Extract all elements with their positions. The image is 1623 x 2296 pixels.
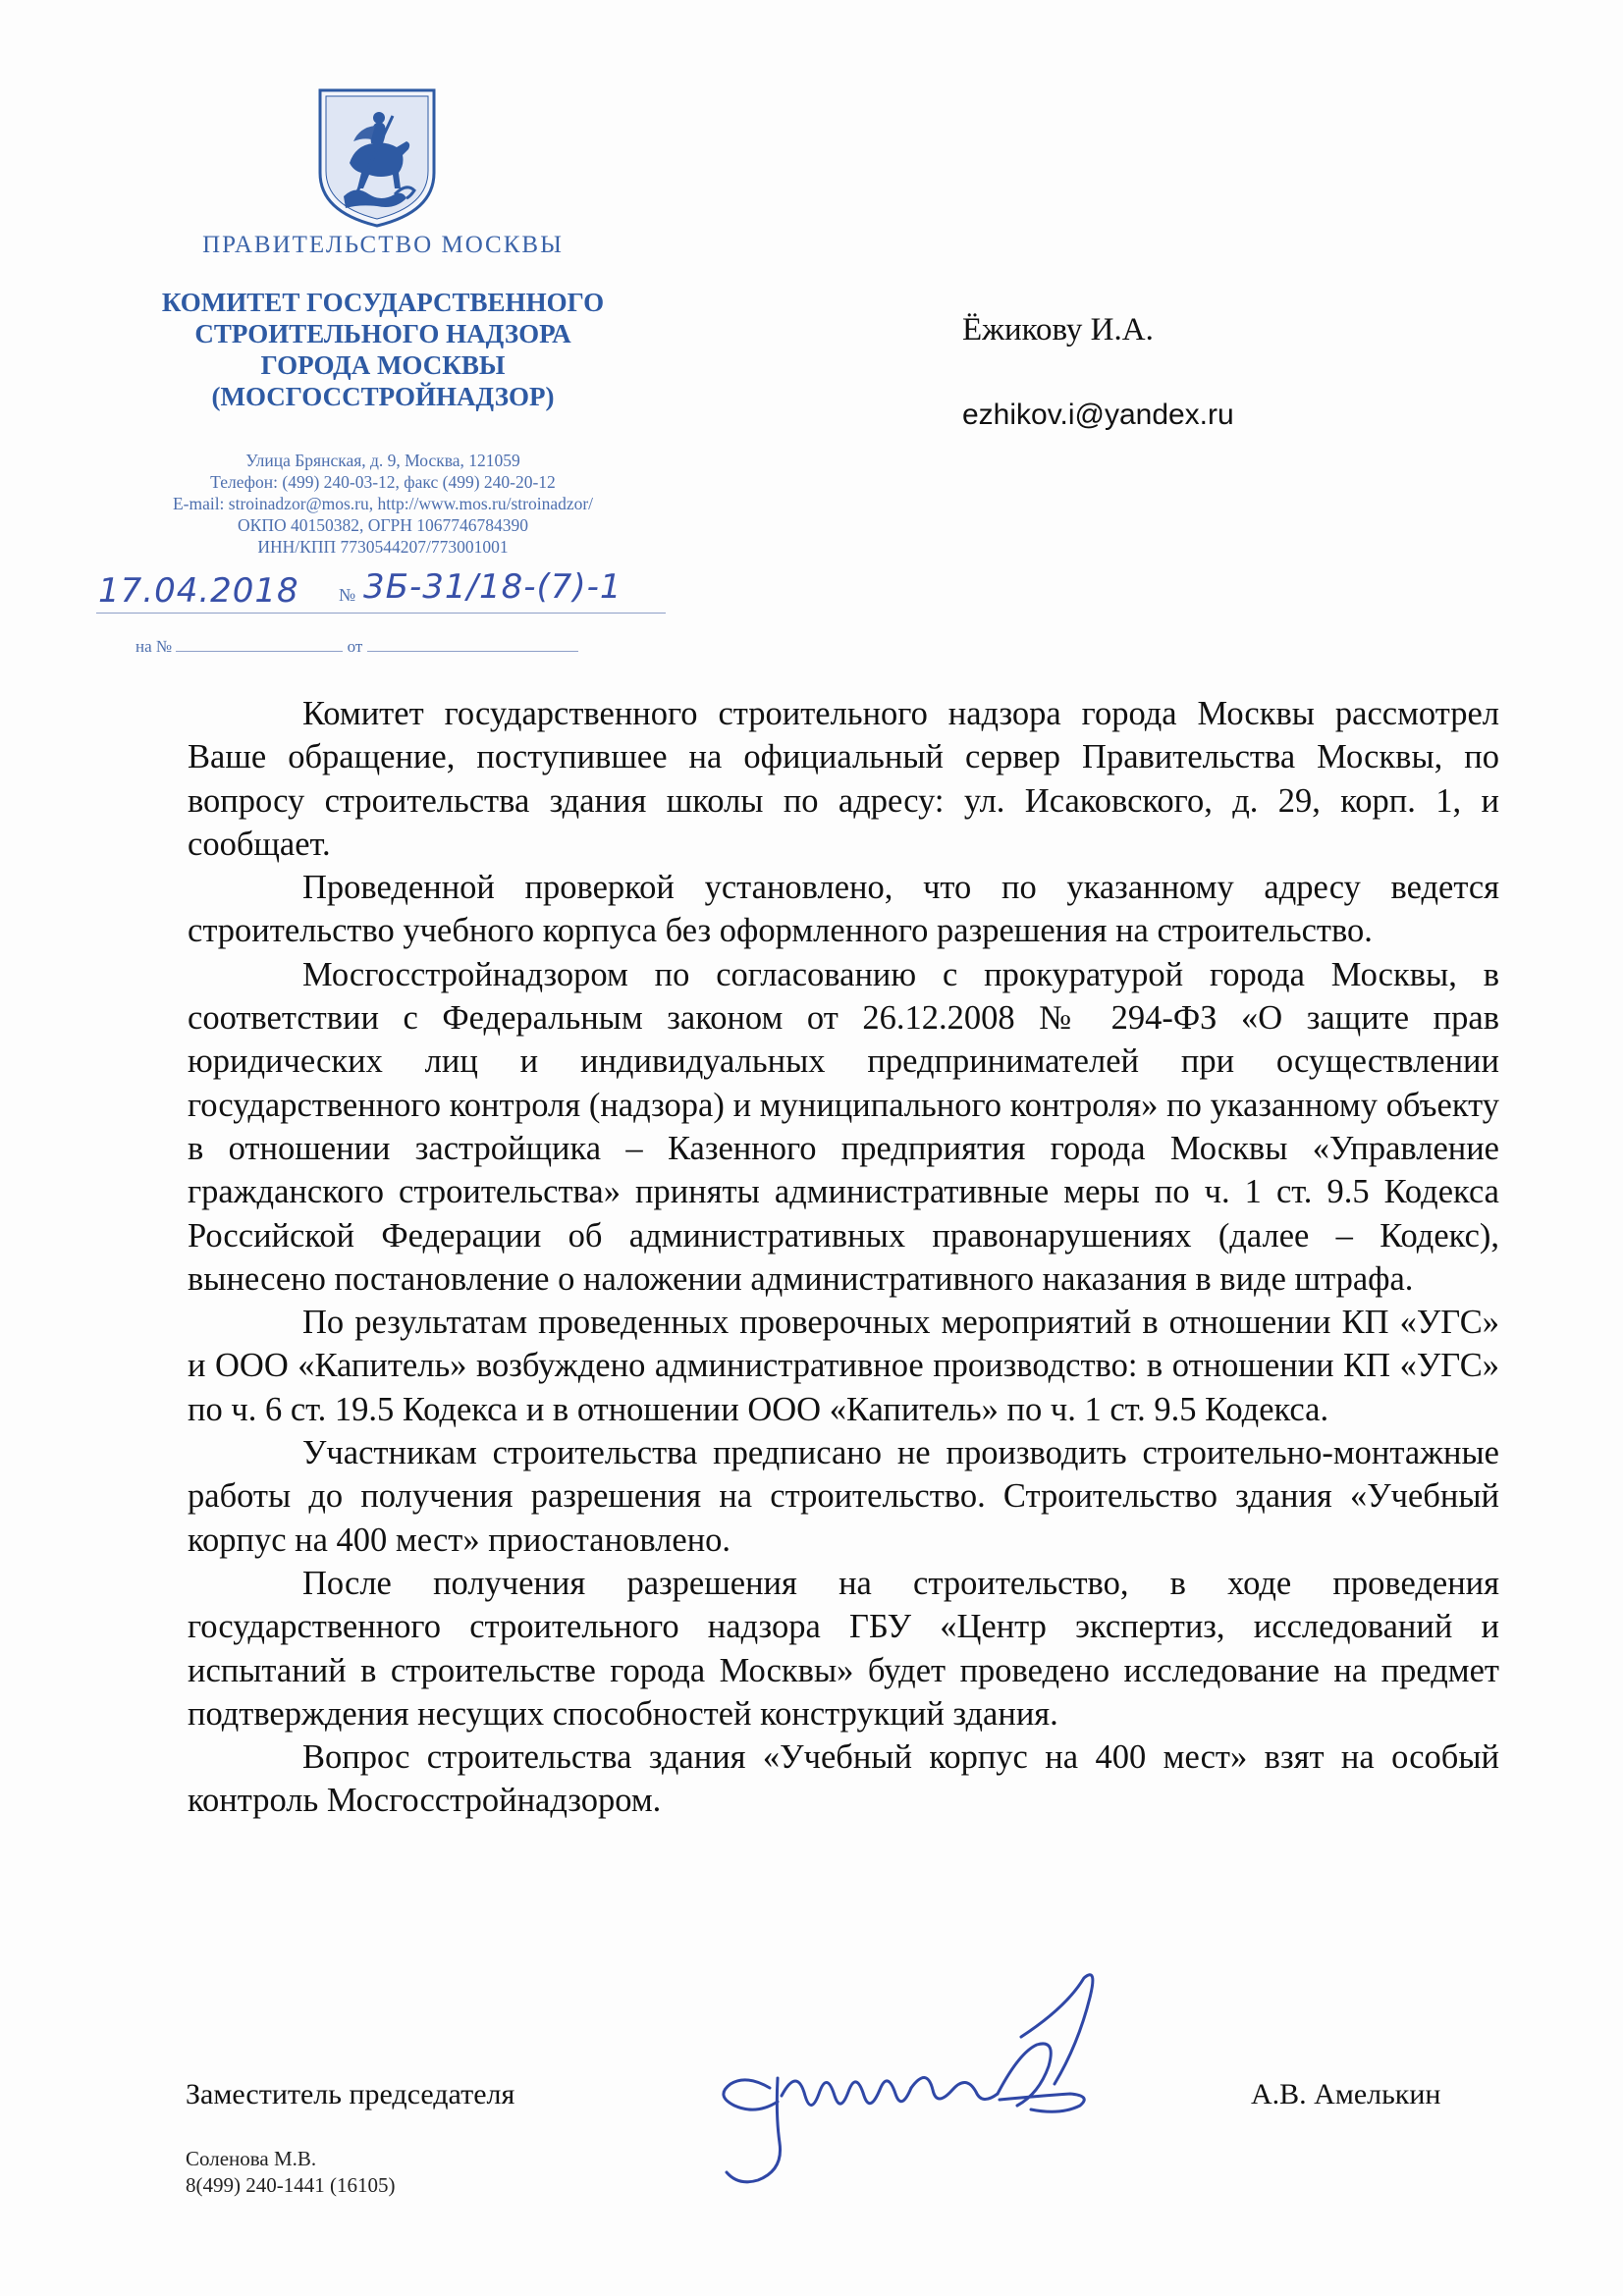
address-line: Улица Брянская, д. 9, Москва, 121059 [245,451,520,470]
from-blank [367,637,578,652]
phone-line: Телефон: (499) 240-03-12, факс (499) 240-20-12 [210,472,556,492]
committee-line: КОМИТЕТ ГОСУДАРСТВЕННОГО [161,288,605,317]
moscow-coat-of-arms-icon [316,86,438,229]
handwritten-date: 17.04.2018 [98,571,299,611]
executor-name: Соленова М.В. [186,2147,317,2170]
committee-contacts [98,450,668,558]
committee-line: СТРОИТЕЛЬНОГО НАДЗОРА [194,319,571,348]
recipient-email: ezhikov.i@yandex.ru [962,399,1234,431]
handwritten-number: 3Б-31/18-(7)-1 [363,567,622,607]
body-paragraph: Мосгосстройнадзором по согласованию с прокуратурой города Москвы, в соответствии с Федеральным законом от 26.12.2008 № 294-ФЗ «О защите прав юридических лиц и индивидуальных предпринимателей при осуществлении государственного контроля (надзора) и муниципального контроля» по указанному объекту в отношении застройщика – Казенного предприятия города Москвы «Управление гражданского строительства» приняты административные меры по ч. 1 ст. 9.5 Кодекса Российской Федерации об административных правонарушениях (далее – Кодекс), вынесено постановление о наложении административного наказания в виде штрафа. [188,955,1499,1298]
committee-name [98,287,668,412]
from-label: от [347,637,363,656]
registration-line [96,567,685,616]
body-paragraph: По результатам проведенных проверочных мероприятий в отношении КП «УГС» и ООО «Капитель» возбуждено административное производство: в отношении КП «УГС» по ч. 6 ст. 19.5 Кодекса и в отношении ООО «Капитель» по ч. 1 ст. 9.5 Кодекса. [188,1304,1499,1428]
body-paragraph: Участникам строительства предписано не производить строительно-монтажные работы до получения разрешения на строительство. Строительство здания «Учебный корпус на 400 мест» приостановлено. [188,1434,1499,1559]
body-paragraph: Комитет государственного строительного надзора города Москвы рассмотрел Ваше обращение, поступившее на официальный сервер Правительства Москвы, по вопросу строительства здания школы по адресу: ул. Исаковского, д. 29, корп. 1, и сообщает. [188,695,1499,863]
body-paragraph: После получения разрешения на строительство, в ходе проведения государственного строительного надзора ГБУ «Центр экспертиз, исследований и испытаний в строительстве города Москвы» будет проведено исследование на предмет подтверждения несущих способностей конструкций здания. [188,1564,1499,1733]
number-label: № [339,585,356,605]
body-paragraph: Вопрос строительства здания «Учебный корпус на 400 мест» взят на особый контроль Мосгосстройнадзором. [188,1738,1499,1820]
email-line: E-mail: stroinadzor@mos.ru, http://www.mos.ru/stroinadzor/ [172,494,594,513]
recipient-name: Ёжикову И.А. [962,312,1154,347]
okpo-line: ОКПО 40150382, ОГРН 1067746784390 [238,515,528,535]
signatory-name: А.В. Амелькин [1251,2078,1441,2110]
body-paragraph: Проведенной проверкой установлено, что по указанному адресу ведется строительство учебного корпуса без оформленного разрешения на строительство. [188,869,1499,950]
inn-line: ИНН/КПП 7730544207/773001001 [257,537,509,557]
executor-phone: 8(499) 240-1441 (16105) [186,2173,396,2197]
committee-line: ГОРОДА МОСКВЫ [260,350,506,380]
executor-block [186,2146,395,2199]
reference-line [135,637,578,657]
government-name: ПРАВИТЕЛЬСТВО МОСКВЫ [202,232,564,258]
signatory-title: Заместитель председателя [186,2078,515,2110]
ref-label: на № [135,637,173,656]
committee-line: (МОСГОССТРОЙНАДЗОР) [211,382,555,411]
ref-blank [176,637,343,652]
handwritten-signature [687,1968,1217,2194]
registration-underline [96,613,666,614]
letter-body [188,692,1499,1823]
